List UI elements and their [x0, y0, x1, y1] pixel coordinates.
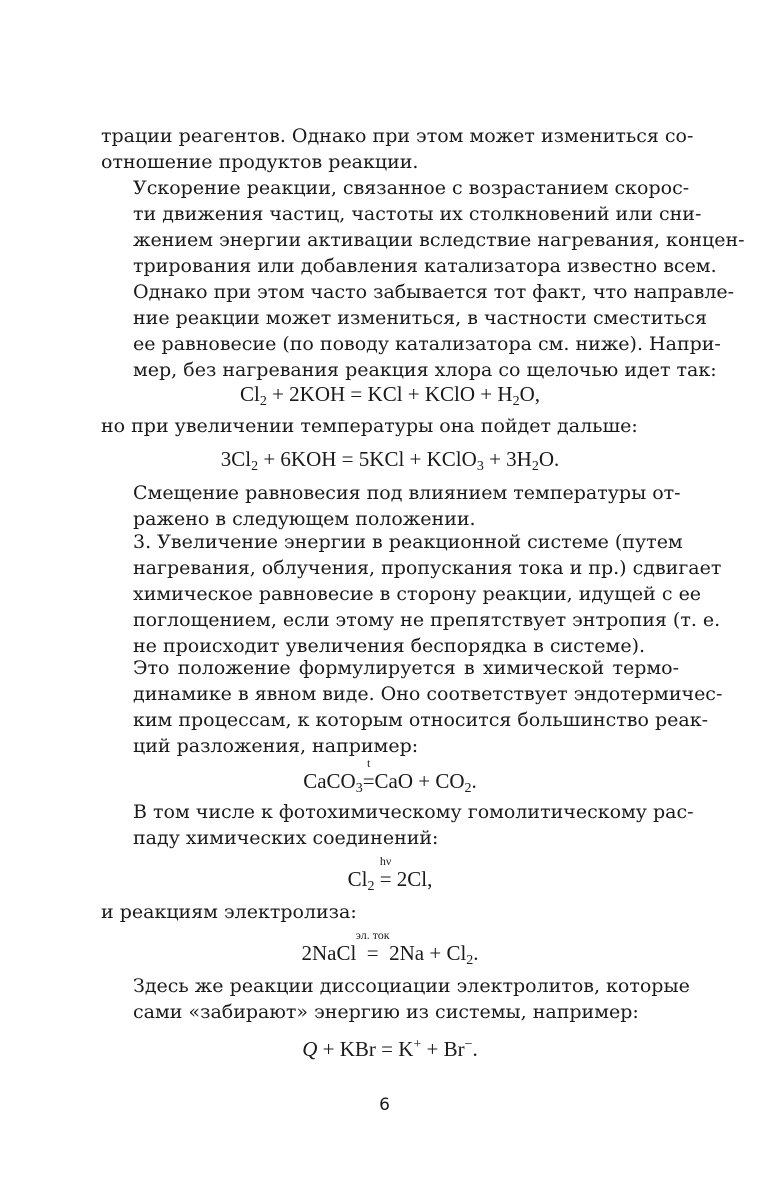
text-line: Однако при этом часто забывается тот факт, что направле-	[133, 281, 735, 303]
text-line: Смещение равновесия под влиянием температуры от-	[133, 482, 681, 504]
paragraph-5	[101, 529, 722, 659]
text-line: Это положение формулируется в химической термо-	[133, 657, 679, 679]
text-line: но при увеличении температуры она пойдет дальше:	[101, 415, 638, 437]
text-line: трации реагентов. Однако при этом может измениться со-	[101, 125, 694, 147]
text-line: В том числе к фотохимическому гомолитическому рас-	[133, 801, 694, 823]
paragraph-8	[101, 899, 679, 925]
text-line: поглощением, если этому не препятствует энтропия (т. е.	[133, 609, 721, 631]
page-number: 6	[379, 1095, 390, 1115]
text-line: динамике в явном виде. Оно соответствует эндотермичес-	[133, 683, 723, 705]
text-line: Здесь же реакции диссоциации электролитов, которые	[133, 975, 690, 997]
text-line: 3. Увеличение энергии в реакционной системе (путем	[133, 531, 683, 553]
text-line: химическое равновесие в сторону реакции, идущей с ее	[133, 583, 702, 605]
paragraph-2	[101, 175, 745, 383]
paragraph-3	[101, 413, 679, 439]
text-line: не происходит увеличения беспорядка в системе).	[133, 635, 646, 657]
formula-electrolysis: 2NaCl эл. ток = $2Na + Cl_2$.	[301, 928, 479, 968]
text-line: ти движения частиц, частоты их столкновений или сни-	[133, 203, 702, 225]
paragraph-7	[101, 799, 694, 851]
text-line: трирования или добавления катализатора известно всем.	[133, 255, 717, 277]
text-line: жением энергии активации вследствие нагревания, концен-	[133, 229, 745, 251]
reaction-condition: эл. ток =	[355, 928, 390, 965]
paragraph-6	[101, 655, 723, 759]
text-line: мер, без нагревания реакция хлора со щелочью идет так:	[133, 359, 717, 381]
text-line: нагревания, облучения, пропускания тока и пр.) сдвигает	[133, 557, 722, 579]
text-line: ким процессам, к которым относится большинство реак-	[133, 709, 709, 731]
formula-dissociation: Q + KBr = K+ + Br−.	[302, 1037, 478, 1061]
text-line: ее равновесие (по поводу катализатора см. ниже). Напри-	[133, 333, 721, 355]
reaction-condition: hν =	[379, 854, 392, 891]
formula-chlorine-hot: $3Cl_2 + 6KOH = 5KCl$ + KClO$_3$ + $3H_2O$.	[220, 447, 560, 474]
text-line: ций разложения, например:	[133, 735, 419, 757]
formula-chlorine-photolysis: $Cl_2$ hν = 2Cl,	[347, 854, 433, 894]
text-line: ние реакции может измениться, в частности сместиться	[133, 307, 707, 329]
text-line: паду химических соединений:	[133, 827, 439, 849]
text-line: отношение продуктов реакции.	[101, 151, 419, 173]
text-line: сами «забирают» энергию из системы, например:	[133, 1001, 639, 1023]
reaction-condition: t =	[362, 756, 375, 793]
paragraph-4	[101, 480, 679, 532]
paragraph-9	[101, 973, 690, 1025]
paragraph-1	[101, 123, 694, 175]
text-line: Ускорение реакции, связанное с возрастанием скорос-	[133, 177, 690, 199]
text-line: и реакциям электролиза:	[101, 901, 357, 923]
text-line: ражено в следующем положении.	[133, 508, 476, 530]
formula-chlorine-cold: $Cl_2 + 2KOH$ = KCl + KClO + $H_2O$,	[240, 382, 540, 409]
formula-calcium-carbonate: CaCO$_3$ t $=CaO + CO_2$.	[303, 756, 477, 796]
